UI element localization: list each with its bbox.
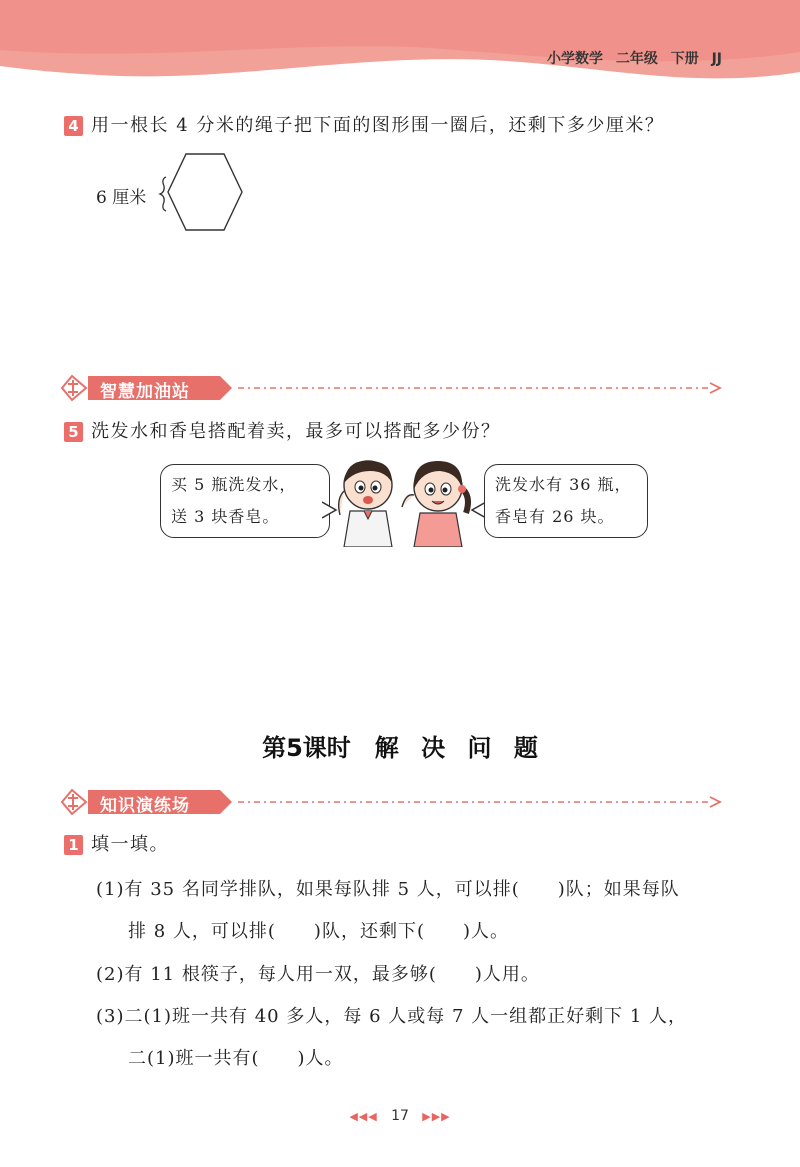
girl-character-illustration (400, 455, 480, 547)
bubble-line: 香皂有 26 块。 (495, 507, 615, 526)
question-text: 洗发水和香皂搭配着卖，最多可以搭配多少份？ (91, 421, 501, 442)
question-number-badge: 5 (64, 422, 83, 442)
right-arrows-icon: ▶▶▶ (422, 1110, 451, 1123)
fill-item-2: (2)有 11 根筷子，每人用一双，最多够( )人用。 (96, 964, 540, 985)
section-banner-practice (60, 788, 730, 816)
question-5 (64, 420, 501, 444)
section-title: 知识演练场 (100, 796, 190, 816)
question-number-badge: 1 (64, 835, 83, 855)
question-number-badge: 4 (64, 116, 83, 136)
book-grade: 二年级 (615, 51, 658, 67)
bubble-line: 洗发水有 36 瓶， (495, 475, 632, 494)
question-text: 填一填。 (91, 834, 169, 855)
boy-character-illustration (330, 455, 402, 547)
bubble-line: 买 5 瓶洗发水， (171, 475, 297, 494)
left-arrows-icon: ◀◀◀ (349, 1110, 378, 1123)
side-length-label: 6 厘米 (96, 188, 147, 208)
question-4 (64, 114, 664, 138)
section-banner-wisdom (60, 374, 730, 402)
fill-item-1-line-1: (1)有 35 名同学排队，如果每队排 5 人，可以排( )队；如果每队 (96, 879, 680, 900)
bubble-line: 送 3 块香皂。 (171, 507, 280, 526)
book-volume: 下册 (670, 51, 699, 67)
speech-bubble-left (160, 464, 330, 538)
book-info (547, 48, 722, 68)
question-text: 用一根长 4 分米的绳子把下面的图形围一圈后，还剩下多少厘米？ (91, 115, 665, 136)
book-subject: 小学数学 (546, 51, 603, 67)
speech-bubble-right (484, 464, 648, 538)
book-edition: JJ (711, 51, 722, 67)
question-1 (64, 833, 169, 857)
fill-item-3-line-1: (3)二(1)班一共有 40 多人，每 6 人或每 7 人一组都正好剩下 1 人， (96, 1006, 688, 1027)
hexagon-figure (158, 150, 248, 234)
lesson-title: 第5课时 解 决 问 题 (262, 734, 538, 762)
fill-item-1-line-2: 排 8 人，可以排( )队，还剩下( )人。 (128, 921, 509, 942)
section-title: 智慧加油站 (100, 382, 190, 402)
page-number: 17 (391, 1108, 409, 1124)
page-footer (0, 1108, 800, 1124)
fill-item-3-line-2: 二(1)班一共有( )人。 (128, 1048, 344, 1069)
